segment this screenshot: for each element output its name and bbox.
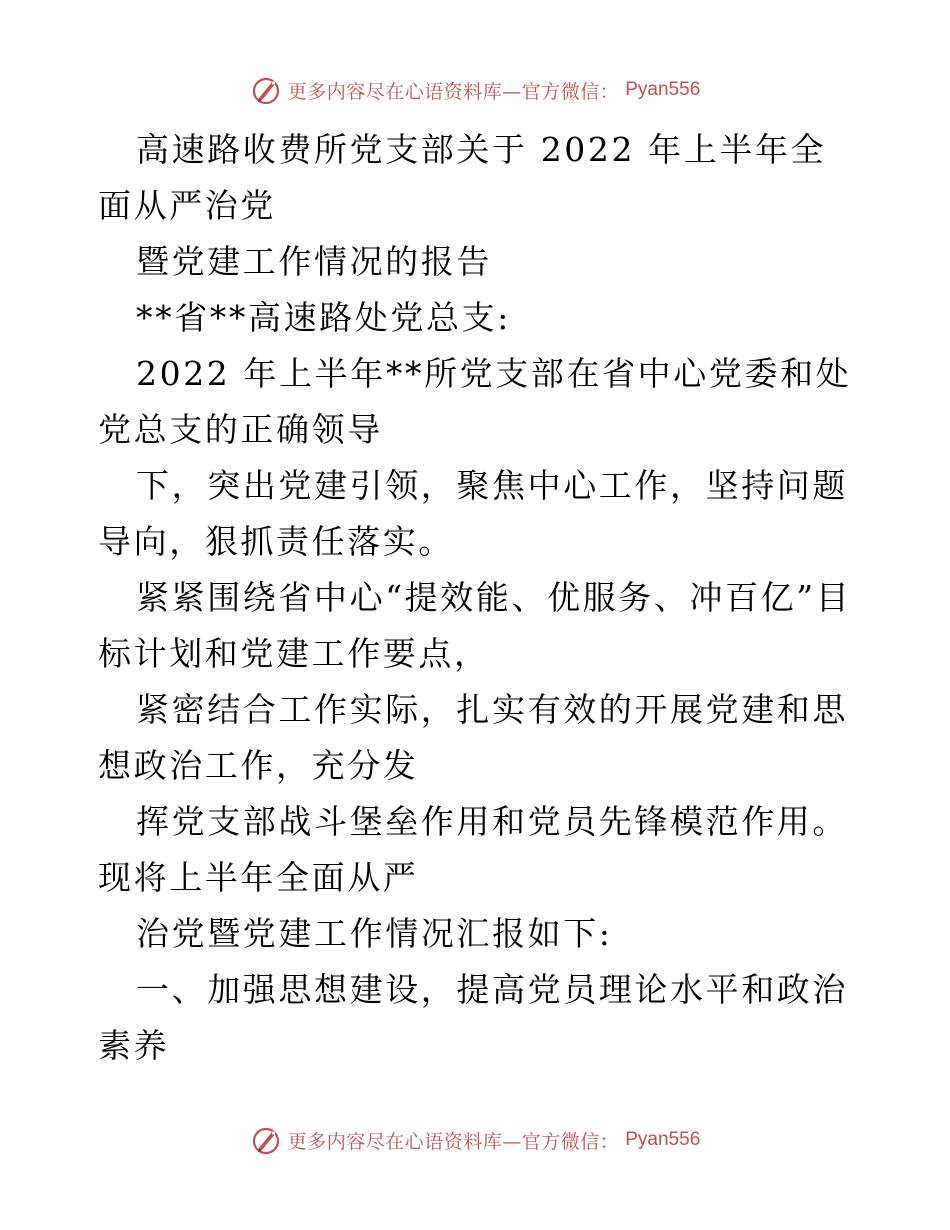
- pen-circle-logo-icon: [250, 1124, 282, 1156]
- pen-circle-logo-icon: [250, 74, 282, 106]
- watermark-wechat-id: Pyan556: [625, 79, 701, 100]
- watermark-wechat-id: Pyan556: [625, 1129, 701, 1150]
- paragraph: 挥党支部战斗堡垒作用和党员先锋模范作用。现将上半年全面从严: [98, 802, 848, 897]
- header-watermark: [0, 70, 950, 110]
- document-body: [98, 122, 858, 1074]
- section-heading: 一、加强思想建设，提高党员理论水平和政治素养: [98, 970, 848, 1065]
- watermark-text: 更多内容尽在心语资料库—官方微信：: [287, 80, 620, 103]
- paragraph: 治党暨党建工作情况汇报如下:: [136, 914, 613, 953]
- watermark-text: 更多内容尽在心语资料库—官方微信：: [287, 1130, 620, 1153]
- paragraph: 紧密结合工作实际，扎实有效的开展党建和思想政治工作，充分发: [98, 690, 848, 785]
- paragraph: 高速路收费所党支部关于 2022 年上半年全面从严治党: [98, 130, 827, 225]
- paragraph: **省**高速路处党总支:: [136, 298, 511, 337]
- paragraph: 下，突出党建引领，聚焦中心工作，坚持问题导向，狠抓责任落实。: [98, 466, 848, 561]
- paragraph: 2022 年上半年**所党支部在省中心党委和处党总支的正确领导: [98, 354, 852, 449]
- paragraph: 紧紧围绕省中心“提效能、优服务、冲百亿”目标计划和党建工作要点，: [98, 578, 852, 673]
- paragraph: 暨党建工作情况的报告: [136, 242, 492, 281]
- footer-watermark: [0, 1120, 950, 1160]
